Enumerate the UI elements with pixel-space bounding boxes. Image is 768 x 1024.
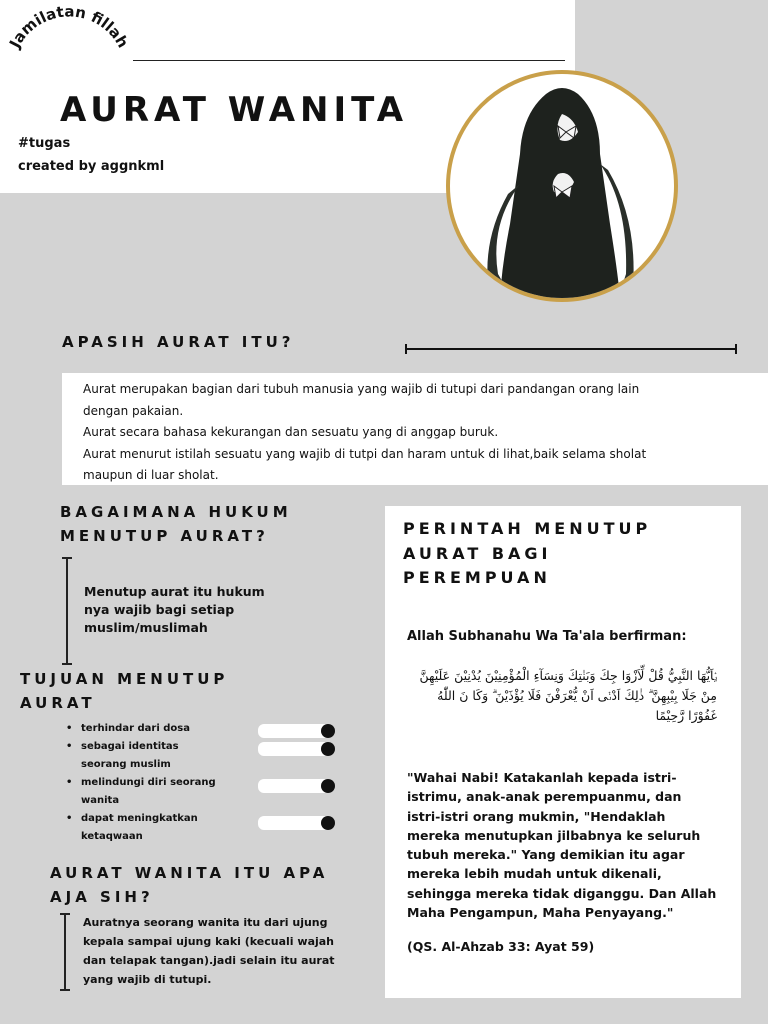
arabic-verse: يٰۤاَيُّهَا النَّبِيُّ قُلْ لِّاَزْوَا جِكَ وَبَنٰتِكَ وَنِسَآءِ الْمُؤْمِنِيْنَ يُدْنِيْنَ عَلَيْهِنَّ مِنْ جَلَا بِيْبِهِنَّ ۗ ذٰلِكَ اَدْنٰۤى اَنْ يُّعْرَفْنَ فَلَا يُؤْذَيْنَ ۗ وَكَا نَ اللّٰهُ غَفُوْرًا رَّحِيْمًا bbox=[419, 668, 717, 723]
aurat-text: Auratnya seorang wanita itu dari ujung kepala sampai ujung kaki (kecuali wajah dan telapak tangan).jadi selain itu aurat yang wajib di tutupi. bbox=[83, 916, 335, 986]
header-divider bbox=[133, 60, 565, 61]
definition-line: Aurat merupakan bagian dari tubuh manusia yang wajib di tutupi dari pandangan orang lain dengan pakaian. bbox=[83, 382, 640, 418]
heading-line: TUJUAN MENUTUP bbox=[20, 670, 229, 688]
toggle-switch[interactable] bbox=[258, 724, 334, 738]
list-item: • dapat meningkatkan ketaqwaan bbox=[66, 813, 198, 842]
section-heading-hukum bbox=[60, 500, 292, 548]
toggle-knob bbox=[321, 742, 335, 756]
toggle-switch[interactable] bbox=[258, 779, 334, 793]
veiled-woman-icon bbox=[450, 74, 674, 298]
vertical-bracket bbox=[64, 913, 66, 991]
heading-line: MENUTUP AURAT? bbox=[60, 527, 269, 545]
tujuan-list bbox=[62, 720, 262, 846]
arc-title bbox=[0, 0, 140, 80]
page-title: AURAT WANITA bbox=[60, 90, 409, 130]
section-heading-aurat-apa bbox=[50, 861, 328, 909]
verse-translation: "Wahai Nabi! Katakanlah kepada istri-istrimu, anak-anak perempuanmu, dan istri-istri orang mukmin, "Hendaklah mereka menutupkan jilbabnya ke seluruh tubuh mereka." Yang demikian itu agar mereka lebih mudah untuk dikenali, sehingga mereka tidak diganggu. Dan Allah Maha Pengampun, Maha Penyayang." bbox=[407, 770, 717, 921]
list-item: • terhindar dari dosa bbox=[66, 723, 190, 734]
perintah-panel bbox=[385, 506, 741, 998]
vertical-bracket bbox=[66, 557, 68, 665]
section-heading-tujuan bbox=[20, 667, 228, 715]
heading-line: BAGAIMANA HUKUM bbox=[60, 503, 292, 521]
hukum-text: Menutup aurat itu hukum nya wajib bagi setiap muslim/muslimah bbox=[84, 584, 265, 635]
svg-text:Jamilatan fillah bbox=[5, 3, 132, 52]
toggle-knob bbox=[321, 816, 335, 830]
heading-rule bbox=[405, 348, 737, 350]
definition-text bbox=[83, 379, 683, 487]
heading-line: AJA SIH? bbox=[50, 888, 154, 906]
heading-line: PERINTAH MENUTUP bbox=[403, 519, 652, 538]
section-heading-apasih: APASIH AURAT ITU? bbox=[62, 333, 295, 351]
verse-reference: (QS. Al-Ahzab 33: Ayat 59) bbox=[407, 939, 595, 954]
definition-line: Aurat secara bahasa kekurangan dan sesuatu yang di anggap buruk. bbox=[83, 425, 499, 439]
heading-line: AURAT BAGI bbox=[403, 543, 552, 563]
section-heading-perintah bbox=[403, 517, 651, 591]
list-item: • sebagai identitas seorang muslim bbox=[66, 741, 179, 770]
arc-title-text: Jamilatan fillah bbox=[5, 2, 133, 51]
heading-line: AURAT WANITA ITU APA bbox=[50, 864, 329, 882]
heading-line: PEREMPUAN bbox=[403, 568, 551, 587]
toggle-knob bbox=[321, 724, 335, 738]
toggle-switch[interactable] bbox=[258, 742, 334, 756]
definition-line: Aurat menurut istilah sesuatu yang wajib di tutpi dan haram untuk di lihat,baik selama sholat maupun di luar sholat. bbox=[83, 446, 647, 482]
firman-label: Allah Subhanahu Wa Ta'ala berfirman: bbox=[407, 629, 687, 644]
toggle-knob bbox=[321, 779, 335, 793]
hashtag-label: #tugas bbox=[18, 136, 71, 151]
toggle-switch[interactable] bbox=[258, 816, 334, 830]
credit-label: created by aggnkml bbox=[18, 159, 165, 174]
list-item: • melindungi diri seorang wanita bbox=[66, 777, 216, 806]
heading-line: AURAT bbox=[20, 694, 96, 712]
hijab-illustration bbox=[446, 70, 678, 302]
definition-panel bbox=[62, 373, 768, 485]
